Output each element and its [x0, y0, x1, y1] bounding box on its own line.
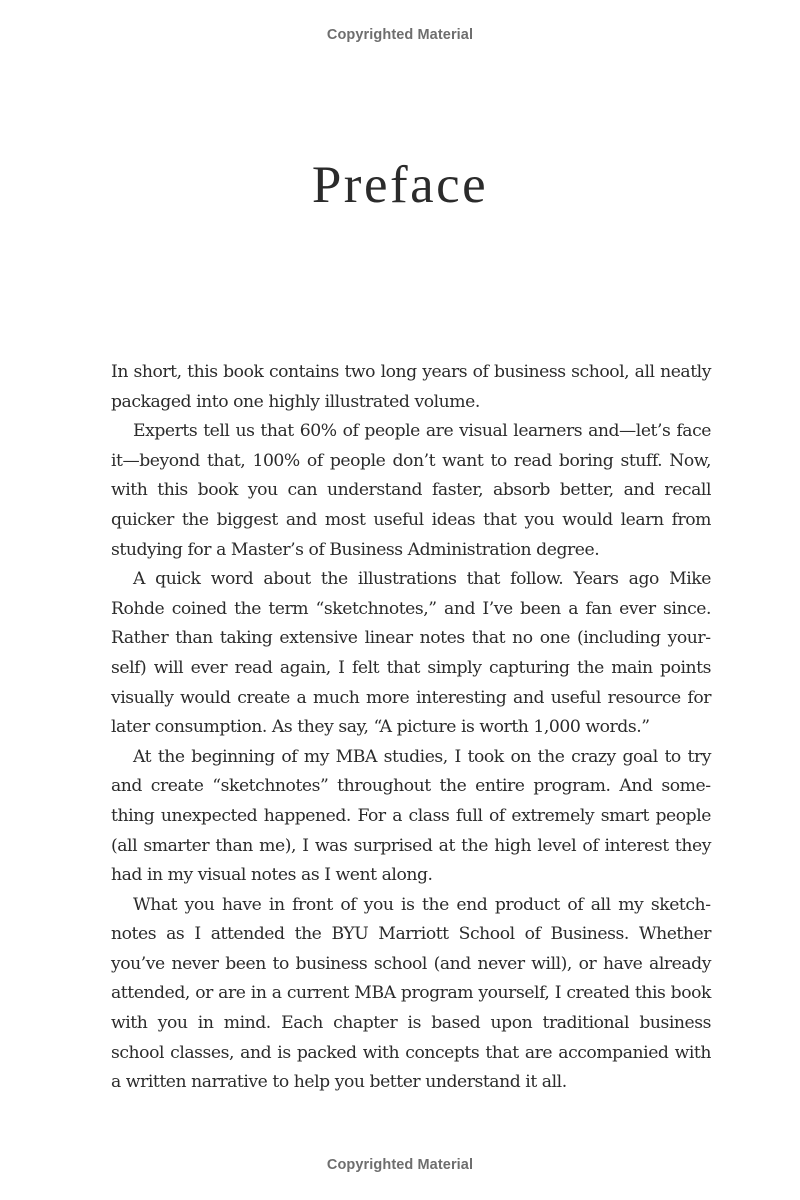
paragraph-5: What you have in front of you is the end product of all my sketchnotes as I attended the BYU Marriott School of Business. Whether you’ve never been to business school (and never will), or have already attended, or are in a current MBA program yourself, I created this book with you in mind. Each chapter is based upon traditional business school classes, and is packed with concepts that are accompanied with a written narrative to help you better understand it all.	[111, 894, 711, 1093]
paragraph-2: Experts tell us that 60% of people are visual learners and—let’s face it—beyond that, 100% of people don’t want to read boring stuff. Now, with this book you can understand faster, absorb better, and recall quicker the biggest and most useful ideas that you would learn from studying for a Master’s of Business Administration degree.	[111, 421, 711, 560]
page-title: Preface	[311, 156, 489, 214]
paragraph-3: A quick word about the illustrations that follow. Years ago Mike Rohde coined the term “sketchnotes,” and I’ve been a fan ever since. Rather than taking extensive linear notes that no one (including yourself) will ever read again, I felt that simply capturing the main points visually would create a much more interesting and useful resource for later consumption. As they say, “A picture is worth 1,000 words.”	[111, 569, 711, 738]
paragraph-1: In short, this book contains two long years of business school, all neatly packaged into one highly illustrated volume.	[111, 362, 711, 412]
copyright-watermark-top: Copyrighted Material	[326, 27, 474, 43]
copyright-watermark-bottom: Copyrighted Material	[326, 1157, 474, 1173]
paragraph-4: At the beginning of my MBA studies, I took on the crazy goal to try and create “sketchnotes” throughout the entire program. And something unexpected happened. For a class full of extremely smart people (all smarter than me), I was surprised at the high level of interest they had in my visual notes as I went along.	[111, 746, 711, 886]
preface-body	[111, 358, 711, 1098]
